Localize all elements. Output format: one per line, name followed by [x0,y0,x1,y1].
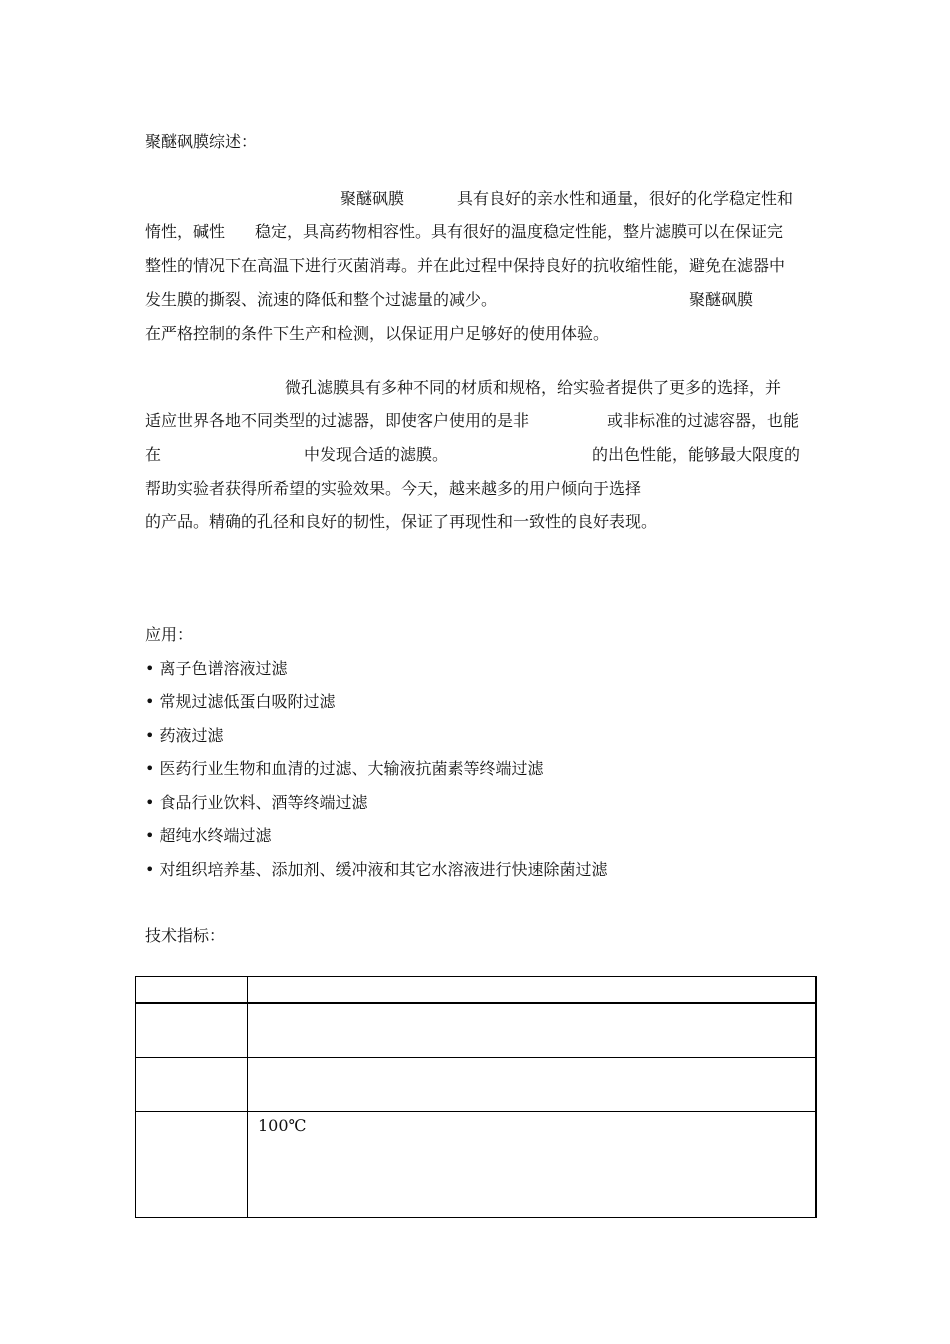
overview-text: 帮助实验者获得所希望的实验效果。今天，越来越多的用户倾向于选择 [145,479,642,498]
spec-label-cell [136,1058,248,1112]
application-item: • 离子色谱溶液过滤 [145,659,288,678]
specs-table [135,976,817,1218]
spec-value-cell [248,977,817,1004]
spec-value [248,977,815,981]
overview-text: 整性的情况下在高温下进行灭菌消毒。并在此过程中保持良好的抗收缩性能，避免在滤器中 [145,256,786,275]
spec-label-cell [136,1112,248,1218]
spec-value [248,1058,815,1062]
spec-label [136,1112,247,1116]
overview-text: 稳定，具高药物相容性。具有很好的温度稳定性能，整片滤膜可以在保证完 [255,222,784,241]
overview-text: 具有良好的亲水性和通量，很好的化学稳定性和 [457,189,794,208]
overview-text: 在严格控制的条件下生产和检测，以保证用户足够好的使用体验。 [145,324,610,343]
spec-value-cell [248,1003,817,1058]
overview-text: 适应世界各地不同类型的过滤器，即使客户使用的是非 [145,411,530,430]
application-item: • 药液过滤 [145,726,224,745]
overview-text: 惰性，碱性 [145,222,226,241]
spec-label-cell [136,1003,248,1058]
specs-heading: 技术指标： [145,926,226,945]
spec-label [136,977,247,981]
spec-label [136,1058,247,1062]
spec-label-cell [136,977,248,1004]
application-item: • 超纯水终端过滤 [145,826,272,845]
application-item: • 食品行业饮料、酒等终端过滤 [145,793,368,812]
application-item: • 医药行业生物和血清的过滤、大输液抗菌素等终端过滤 [145,759,544,778]
overview-text: 中发现合适的滤膜。 [304,445,449,464]
overview-text: 的出色性能，能够最大限度的 [592,445,801,464]
overview-heading: 聚醚砜膜综述： [145,132,258,151]
overview-text: 发生膜的撕裂、流速的降低和整个过滤量的减少。 [145,290,498,309]
overview-text: 微孔滤膜具有多种不同的材质和规格，给实验者提供了更多的选择，并 [285,378,782,397]
overview-text: 或非标准的过滤容器，也能 [607,411,800,430]
specs-table-row [136,1112,817,1218]
specs-table-row [136,1058,817,1112]
overview-text: 聚醚砜膜 [689,290,754,309]
overview-text: 聚醚砜膜 [340,189,405,208]
overview-text: 在 [145,445,162,464]
specs-table-row [136,1003,817,1058]
spec-value-cell [248,1112,817,1218]
specs-table-row [136,977,817,1004]
application-item: • 对组织培养基、添加剂、缓冲液和其它水溶液进行快速除菌过滤 [145,860,608,879]
spec-value-cell [248,1058,817,1112]
spec-value [248,1004,815,1008]
application-item: • 常规过滤低蛋白吸附过滤 [145,692,336,711]
overview-text: 的产品。精确的孔径和良好的韧性，保证了再现性和一致性的良好表现。 [145,512,658,531]
spec-label [136,1004,247,1008]
applications-heading: 应用： [145,625,194,644]
spec-value-temperature: 100℃ [258,1116,307,1135]
